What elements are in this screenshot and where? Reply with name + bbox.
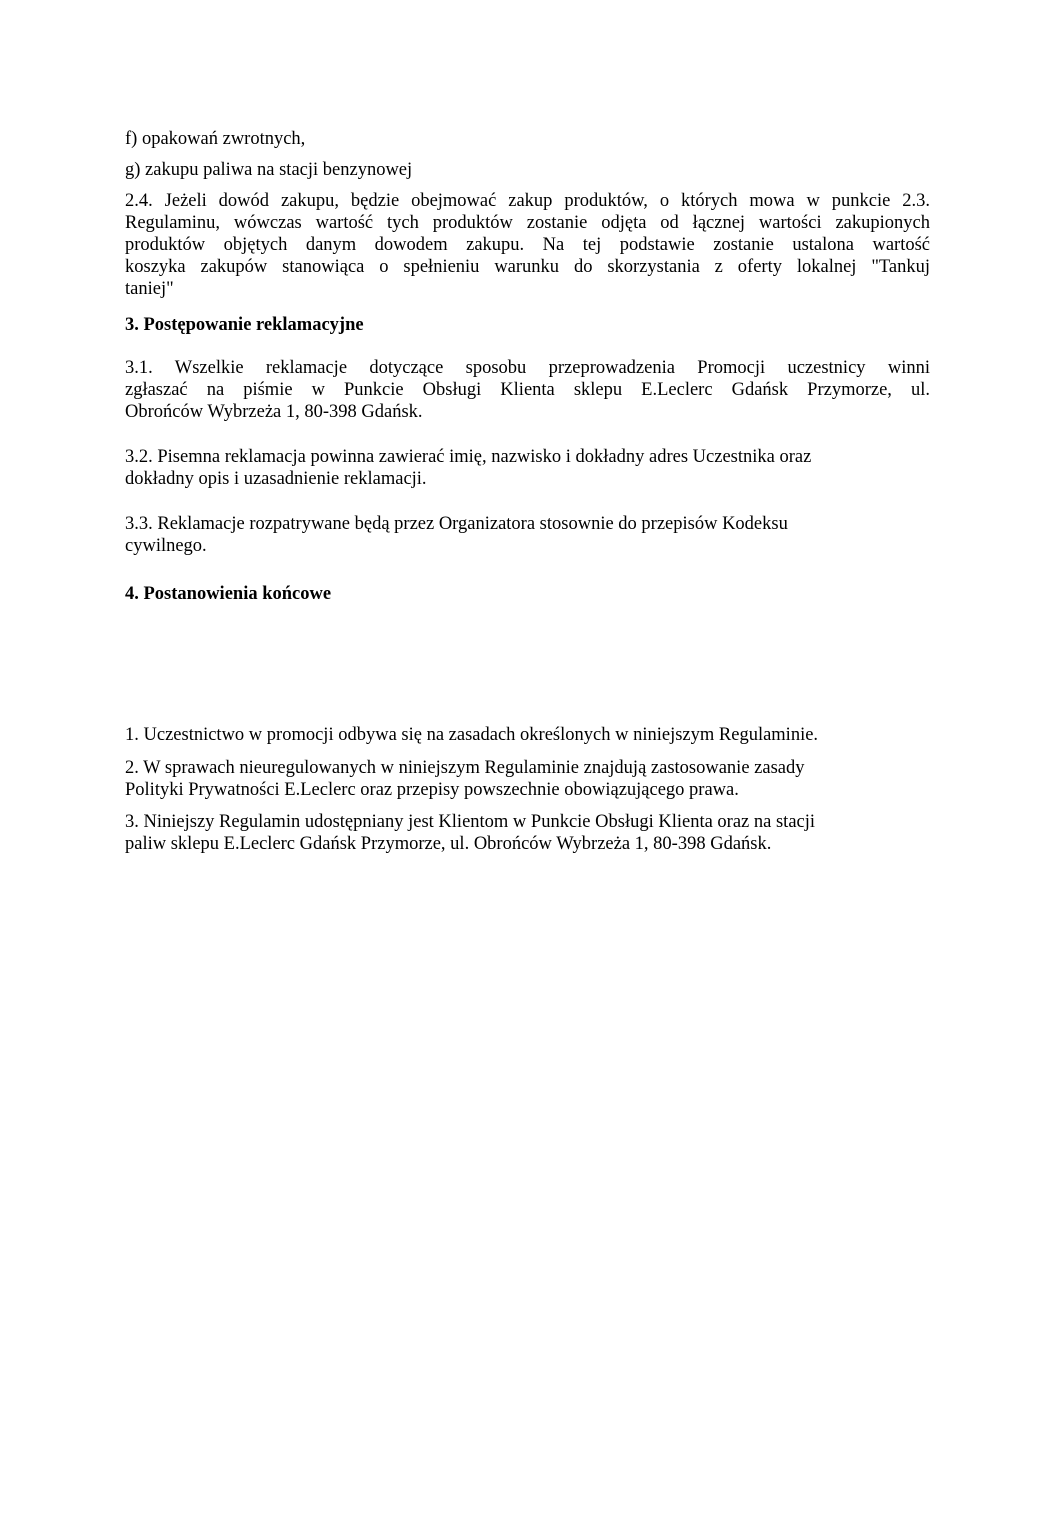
paragraph-3-1: 3.1. Wszelkie reklamacje dotyczące sposobu przeprowadzenia Promocji uczestnicy winni zgłaszać na piśmie w Punkcie Obsługi Klienta sklepu E.Leclerc Gdańsk Przymorze, ul. Obrońców Wybrzeża 1, 80-398 Gdańsk. — [125, 358, 930, 422]
final-provision-2: 2. W sprawach nieuregulowanych w niniejszym Regulaminie znajdują zastosowanie zasady Polityki Prywatności E.Leclerc oraz przepisy powszechnie obowiązującego prawa. — [125, 758, 805, 800]
list-item-f: f) opakowań zwrotnych, — [125, 129, 306, 149]
final-provision-3: 3. Niniejszy Regulamin udostępniany jest Klientom w Punkcie Obsługi Klienta oraz na stacji paliw sklepu E.Leclerc Gdańsk Przymorze, ul. Obrońców Wybrzeża 1, 80-398 Gdańsk. — [125, 812, 816, 854]
paragraph-2-4: 2.4. Jeżeli dowód zakupu, będzie obejmować zakup produktów, o których mowa w punkcie 2.3. Regulaminu, wówczas wartość tych produktów zostanie odjęta od łącznej wartości zakupionych produktów objętych danym dowodem zakupu. Na tej podstawie zostanie ustalona wartość koszyka zakupów stanowiąca o spełnieniu warunku do skorzystania z oferty lokalnej "Tankuj taniej" — [125, 191, 930, 299]
list-item-g: g) zakupu paliwa na stacji benzynowej — [125, 160, 413, 180]
section-heading-4: 4. Postanowienia końcowe — [125, 584, 332, 604]
section-heading-3: 3. Postępowanie reklamacyjne — [125, 315, 364, 335]
final-provision-1: 1. Uczestnictwo w promocji odbywa się na zasadach określonych w niniejszym Regulaminie. — [125, 725, 819, 745]
paragraph-3-2: 3.2. Pisemna reklamacja powinna zawierać imię, nazwisko i dokładny adres Uczestnika oraz dokładny opis i uzasadnienie reklamacji. — [125, 447, 812, 489]
paragraph-3-3: 3.3. Reklamacje rozpatrywane będą przez Organizatora stosownie do przepisów Kodeksu cywilnego. — [125, 514, 788, 556]
